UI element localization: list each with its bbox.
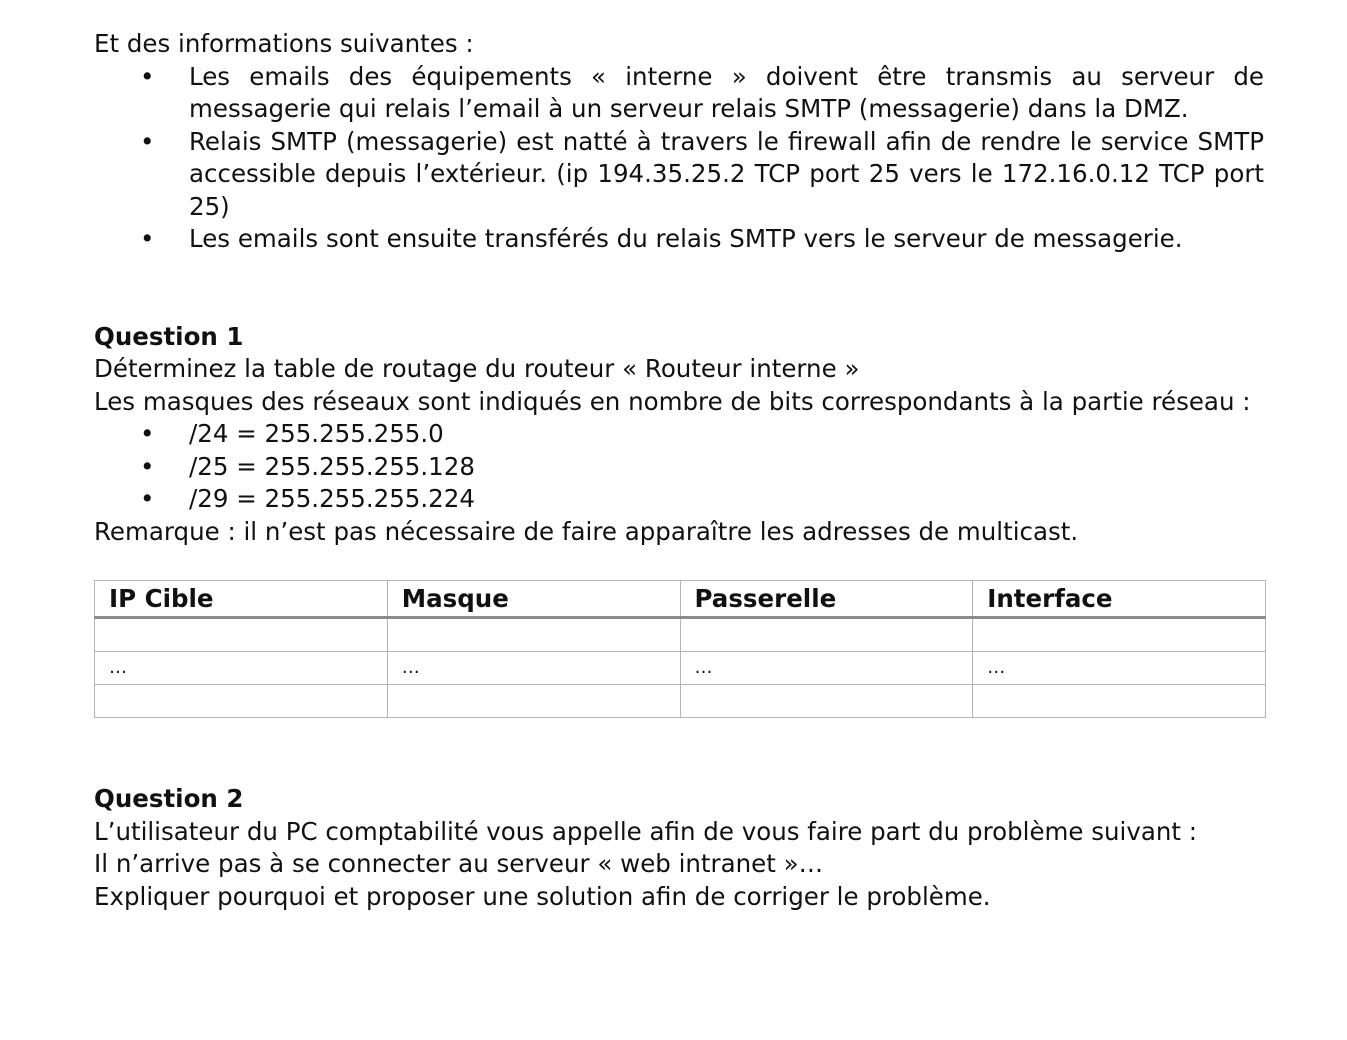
bullet-icon: • (140, 484, 155, 513)
question-1-mask-intro: Les masques des réseaux sont indiqués en nombre de bits correspondants à la partie réseau : (94, 386, 1251, 416)
bullet-icon: • (140, 451, 155, 481)
bullet-icon: • (140, 126, 155, 156)
table-cell (680, 685, 973, 718)
column-header-passerelle: Passerelle (680, 581, 973, 618)
table-cell: … (387, 652, 680, 685)
list-item (94, 61, 1264, 126)
list-item (94, 451, 1264, 484)
question-1-instruction: Déterminez la table de routage du routeur « Routeur interne » (94, 354, 860, 383)
list-item-text: /24 = 255.255.255.0 (189, 419, 444, 448)
table-cell (973, 685, 1266, 718)
table-cell (680, 618, 973, 652)
question-2-title: Question 2 (94, 784, 244, 813)
mask-list (94, 418, 1264, 516)
list-item-text: /29 = 255.255.255.224 (189, 484, 475, 513)
list-item (94, 223, 1264, 256)
table-row (95, 618, 1266, 652)
intro-bullet-list (94, 61, 1264, 256)
list-item-text: Les emails des équipements « interne » doivent être transmis au serveur de messagerie qui relais l’email à un serveur relais SMTP (messagerie) dans la DMZ. (189, 61, 1264, 123)
column-header-interface: Interface (973, 581, 1266, 618)
routing-table (94, 580, 1266, 718)
bullet-icon: • (140, 61, 155, 91)
document-page (94, 28, 1264, 913)
table-cell (387, 618, 680, 652)
list-item-text: Les emails sont ensuite transférés du relais SMTP vers le serveur de messagerie. (189, 224, 1183, 253)
table-row (95, 685, 1266, 718)
table-row (95, 652, 1266, 685)
table-cell (95, 685, 388, 718)
bullet-icon: • (140, 224, 155, 253)
table-cell (387, 685, 680, 718)
question-2-instruction: Expliquer pourquoi et proposer une solution afin de corriger le problème. (94, 881, 991, 911)
column-header-masque: Masque (387, 581, 680, 618)
table-cell: … (680, 652, 973, 685)
list-item-text: /25 = 255.255.255.128 (189, 451, 475, 481)
table-header-row (95, 581, 1266, 618)
table-cell: … (973, 652, 1266, 685)
intro-heading: Et des informations suivantes : (94, 29, 474, 58)
question-2-detail: Il n’arrive pas à se connecter au serveur « web intranet »… (94, 849, 824, 878)
table-cell (973, 618, 1266, 652)
list-item-text: Relais SMTP (messagerie) est natté à travers le firewall afin de rendre le service SMTP accessible depuis l’extérieur. (ip 194.35.25.2 TCP port 25 vers le 172.16.0.12 TCP port 25) (189, 126, 1264, 221)
list-item (94, 418, 1264, 451)
list-item (94, 483, 1264, 516)
bullet-icon: • (140, 419, 155, 448)
table-cell: … (95, 652, 388, 685)
list-item (94, 126, 1264, 224)
column-header-ip-cible: IP Cible (95, 581, 388, 618)
question-1-remark: Remarque : il n’est pas nécessaire de faire apparaître les adresses de multicast. (94, 516, 1079, 546)
question-2-problem: L’utilisateur du PC comptabilité vous appelle afin de vous faire part du problème suivant : (94, 816, 1198, 846)
table-cell (95, 618, 388, 652)
question-1-title: Question 1 (94, 321, 244, 351)
